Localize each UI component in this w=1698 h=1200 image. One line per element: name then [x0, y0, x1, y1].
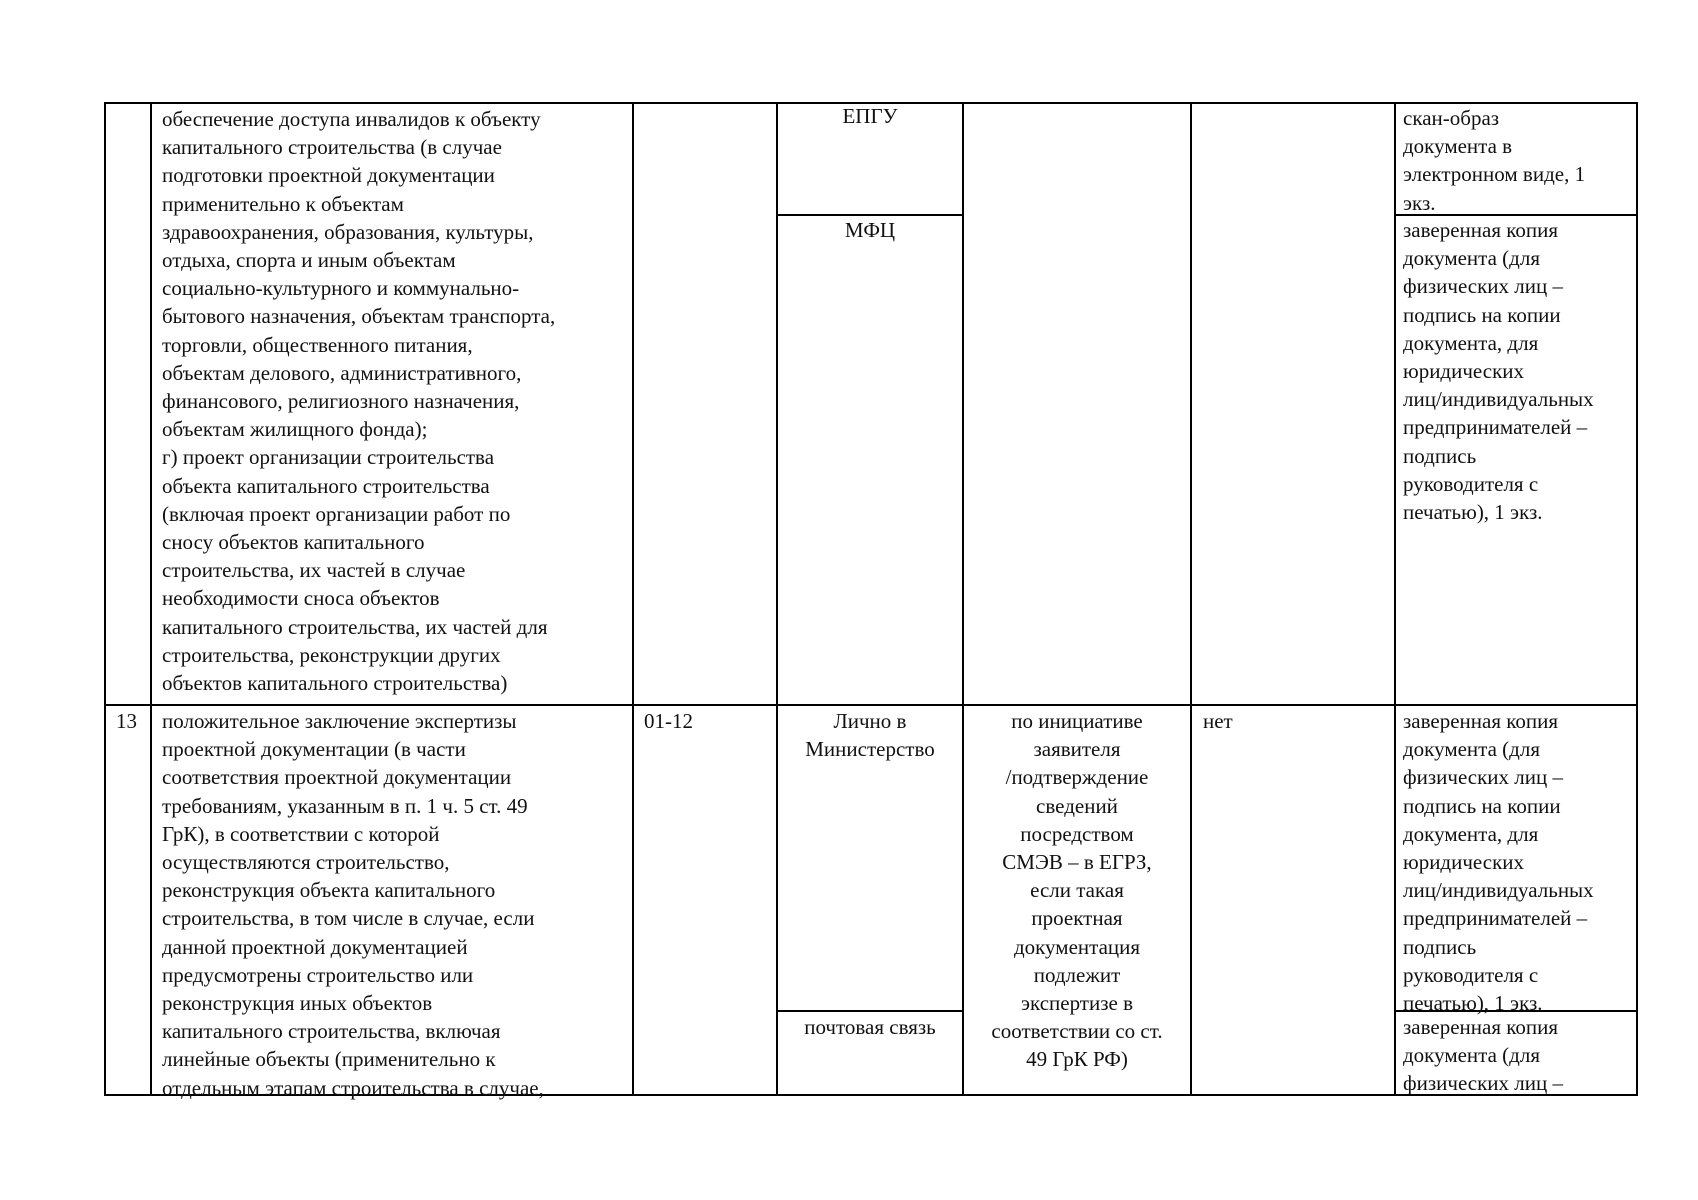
document-format: заверенная копия документа (для физических лиц – [1403, 1015, 1564, 1096]
submission-channel: МФЦ [844, 218, 896, 242]
document-format: заверенная копия документа (для физических лиц – подпись на копии документа, для юридических лиц/индивидуальных предпринимателей – подпись руководителя с печатью), 1 экз. [1403, 709, 1594, 1016]
document-format: скан-образ документа в электронном виде, 1 экз. [1403, 106, 1586, 215]
table-border-right [1636, 102, 1638, 1096]
requirement-value: нет [1203, 709, 1233, 733]
column-divider [632, 102, 634, 1096]
row-description: обеспечение доступа инвалидов к объекту капитального строительства (в случае подготовки проектной документации применительно к объектам здравоохранения, образования, культуры, отдыха, спорта и иным объектам социально-культурного и коммунально- бытового назначения, объектам транспорта, торговли, общественного питания, объектам делового, административного, финансового, религиозного назначения, объектам жилищного фонда); г) проект организации строительства объекта капитального строительства (включая проект организации работ по сносу объектов капитального строительства, их частей в случае необходимости сноса объектов капитального строительства, их частей для строительства, реконструкции других объектов капитального строительства) [162, 107, 556, 696]
column-divider [1394, 102, 1396, 1096]
subrow-divider [776, 1010, 963, 1012]
row-number: 13 [116, 709, 137, 733]
row-description: положительное заключение экспертизы проектной документации (в части соответствия проектной документации требованиям, указанным в п. 1 ч. 5 ст. 49 ГрК), в соответствии с которой осуществляются строительство, реконструкция объекта капитального строительства, в том числе в случае, если данной проектной документацией предусмотрены строительство или реконструкция иных объектов капитального строительства, включая линейные объекты (применительно к отдельным этапам строительства в случае, [162, 709, 544, 1100]
submission-channel: ЕПГУ [842, 104, 898, 128]
submission-channel: почтовая связь [804, 1015, 936, 1039]
document-format: заверенная копия документа (для физических лиц – подпись на копии документа, для юридических лиц/индивидуальных предпринимателей – подпись руководителя с печатью), 1 экз. [1403, 218, 1594, 525]
row-divider [104, 704, 1638, 706]
row-code: 01-12 [644, 709, 693, 733]
table-border-left [104, 102, 106, 1096]
initiative-text: по инициативе заявителя /подтверждение сведений посредством СМЭВ – в ЕГРЗ, если такая проектная документация подлежит экспертизе в соответствии со ст. 49 ГрК РФ) [991, 709, 1163, 1072]
column-divider [776, 102, 778, 1096]
submission-channel: Лично в Министерство [805, 709, 935, 762]
column-divider [1190, 102, 1192, 1096]
column-divider [150, 102, 152, 1096]
